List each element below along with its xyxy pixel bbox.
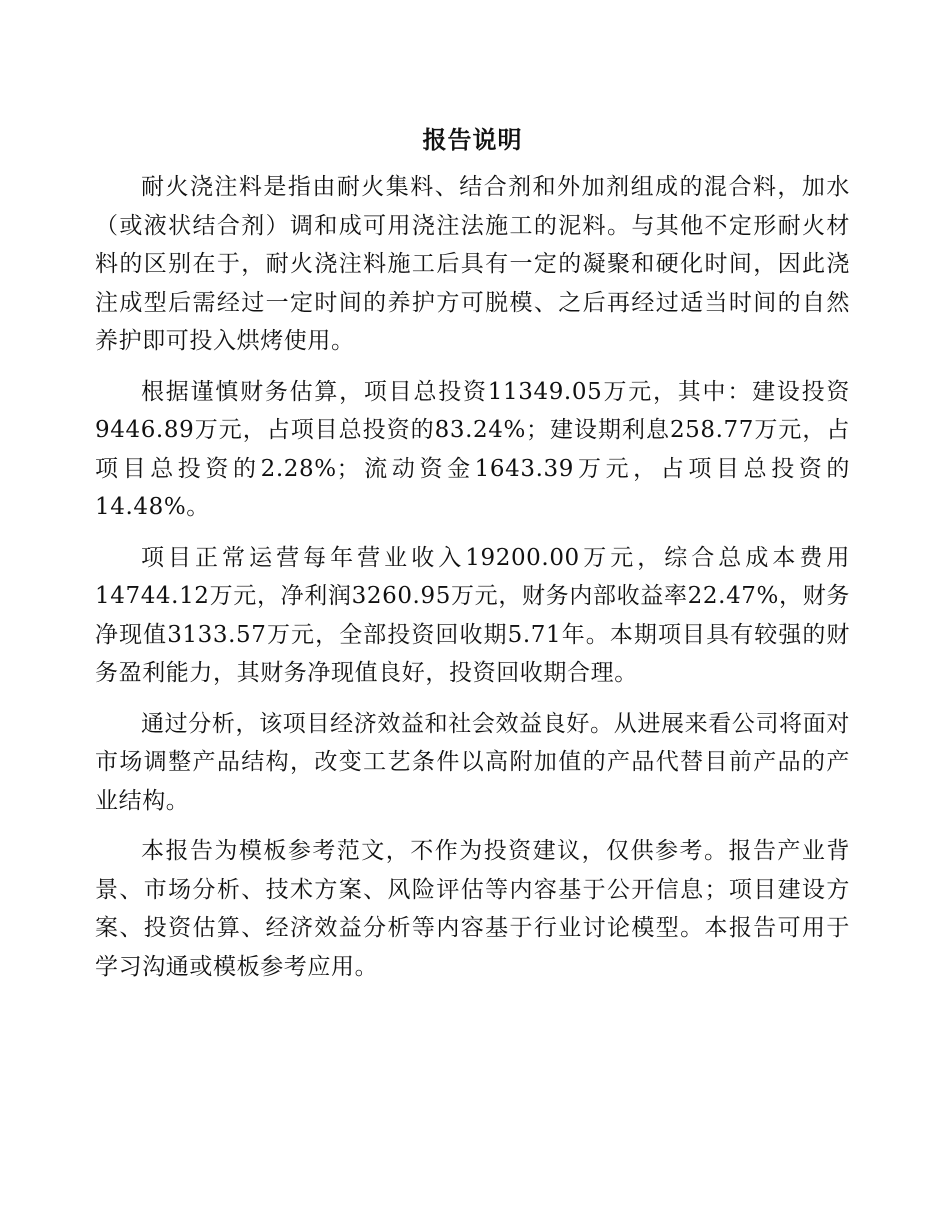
paragraph-3: 项目正常运营每年营业收入19200.00万元，综合总成本费用14744.12万元，净利润3260.95万元，财务内部收益率22.47%，财务净现值3133.57万元，全部投资回收期5.71年。本期项目具有较强的财务盈利能力，其财务净现值良好，投资回收期合理。 <box>95 544 850 686</box>
paragraph-2: 根据谨慎财务估算，项目总投资11349.05万元，其中：建设投资9446.89万元，占项目总投资的83.24%；建设期利息258.77万元，占项目总投资的2.28%；流动资金1643.39万元，占项目总投资的14.48%。 <box>95 378 850 520</box>
paragraph-4: 通过分析，该项目经济效益和社会效益良好。从进展来看公司将面对市场调整产品结构，改变工艺条件以高附加值的产品代替目前产品的产业结构。 <box>95 710 850 814</box>
paragraph-1: 耐火浇注料是指由耐火集料、结合剂和外加剂组成的混合料，加水（或液状结合剂）调和成可用浇注法施工的泥料。与其他不定形耐火材料的区别在于，耐火浇注料施工后具有一定的凝聚和硬化时间，因此浇注成型后需经过一定时间的养护方可脱模、之后再经过适当时间的自然养护即可投入烘烤使用。 <box>95 174 850 354</box>
paragraph-5: 本报告为模板参考范文，不作为投资建议，仅供参考。报告产业背景、市场分析、技术方案、风险评估等内容基于公开信息；项目建设方案、投资估算、经济效益分析等内容基于行业讨论模型。本报告可用于学习沟通或模板参考应用。 <box>95 838 850 980</box>
page-title: 报告说明 <box>422 125 523 154</box>
